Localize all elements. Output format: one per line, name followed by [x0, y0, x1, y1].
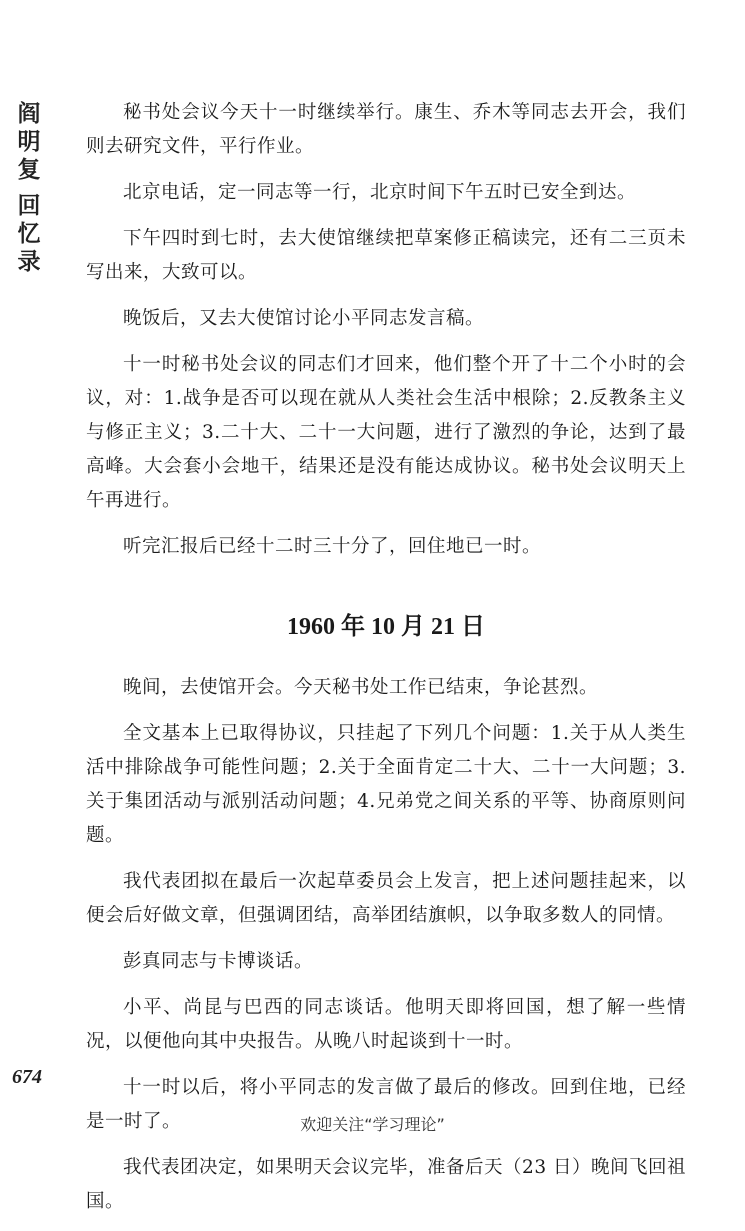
paragraph: 晚间，去使馆开会。今天秘书处工作已结束，争论甚烈。	[123, 677, 599, 698]
side-title-char: 忆	[17, 220, 41, 247]
paragraph: 十一时秘书处会议的同志们才回来，他们整个开了十二个小时的会议，对：1.战争是否可以现在就从人类社会生活中根除；2.反教条主义与修正主义；3.二十大、二十一大问题，进行了激烈的争论，达到了最高峰。大会套小会地干，结果还是没有能达成协议。秘书处会议明天上午再进行。	[86, 354, 686, 511]
date-heading: 1960 年 10 月 21 日	[287, 614, 485, 640]
side-title-char: 阎	[17, 100, 41, 127]
paragraph: 下午四时到七时，去大使馆继续把草案修正稿读完，还有二三页未写出来，大致可以。	[86, 228, 686, 283]
paragraph: 晚饭后，又去大使馆讨论小平同志发言稿。	[123, 308, 485, 329]
paragraph: 小平、尚昆与巴西的同志谈话。他明天即将回国，想了解一些情况，以便他向其中央报告。从晚八时起谈到十一时。	[86, 997, 686, 1052]
side-title-char: 录	[17, 248, 41, 275]
paragraph: 我代表团拟在最后一次起草委员会上发言，把上述问题挂起来，以便会后好做文章，但强调团结，高举团结旗帜，以争取多数人的同情。	[86, 871, 686, 926]
page-content	[86, 96, 686, 1231]
paragraph: 听完汇报后已经十二时三十分了，回住地已一时。	[123, 536, 542, 557]
side-title-char: 回	[17, 192, 41, 219]
footer-note: 欢迎关注“学习理论”	[300, 1115, 445, 1134]
paragraph: 我代表团决定，如果明天会议完毕，准备后天（23 日）晚间飞回祖国。	[86, 1157, 686, 1212]
paragraph: 秘书处会议今天十一时继续举行。康生、乔木等同志去开会，我们则去研究文件，平行作业。	[86, 102, 686, 157]
side-title-char: 明	[17, 128, 41, 155]
paragraph: 十一时以后，将小平同志的发言做了最后的修改。回到住地，已经是一时了。	[86, 1077, 686, 1132]
page-number: 674	[12, 1066, 42, 1088]
paragraph: 北京电话，定一同志等一行，北京时间下午五时已安全到达。	[123, 182, 637, 203]
side-title-char: 复	[17, 156, 41, 183]
paragraph: 全文基本上已取得协议，只挂起了下列几个问题：1.关于从人类生活中排除战争可能性问题；2.关于全面肯定二十大、二十一大问题；3.关于集团活动与派别活动问题；4.兄弟党之间关系的平等、协商原则问题。	[86, 723, 686, 846]
paragraph: 彭真同志与卡博谈话。	[123, 951, 314, 972]
book-side-title	[13, 100, 45, 276]
